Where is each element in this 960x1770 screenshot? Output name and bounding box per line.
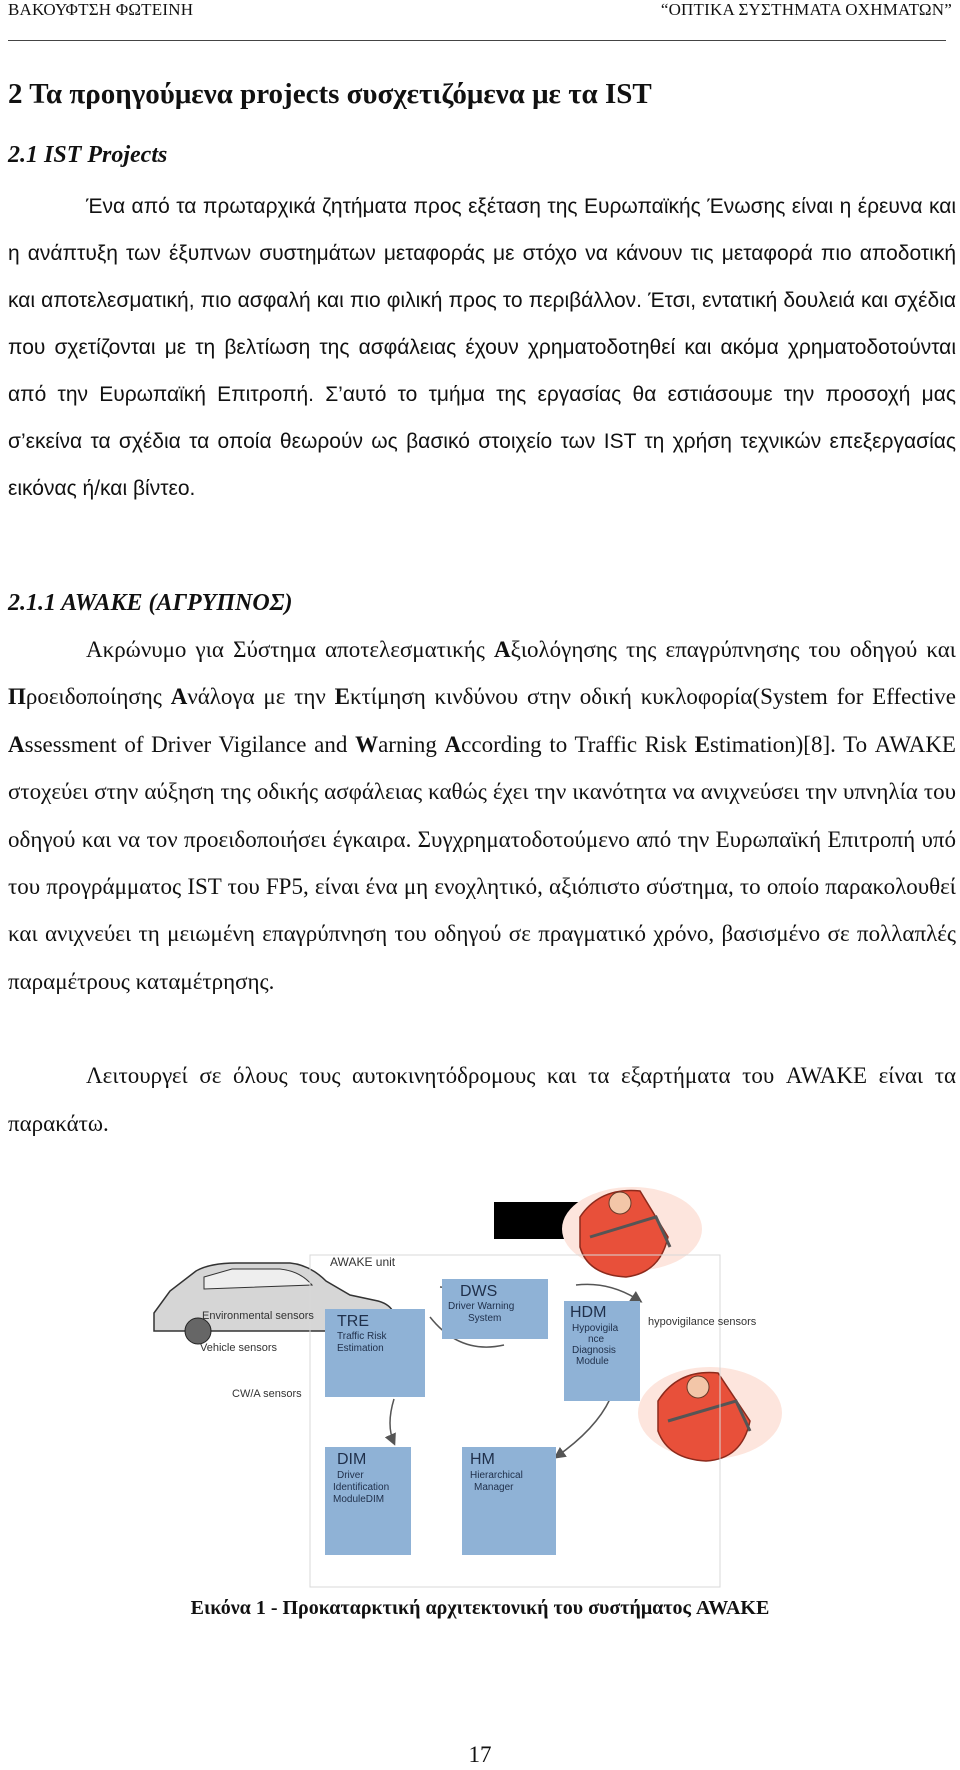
module-hm (462, 1447, 556, 1555)
awake-text-e: ροειδοποίησης (25, 684, 171, 710)
acronym-letter: Ε (334, 684, 350, 710)
intro-paragraph (8, 183, 956, 512)
header-title: “ΟΠΤΙΚΑ ΣΥΣΤΗΜΑΤΑ ΟΧΗΜΑΤΩΝ” (660, 0, 952, 19)
awake-text-k: ssessment of Driver Vigilance and (24, 731, 356, 757)
awake-text-i: κτίμηση κινδύνου στην οδική κυκλοφορία(System for Effective (349, 684, 957, 710)
module-tre (325, 1309, 425, 1397)
awake-text-g: νάλογα με την (187, 684, 335, 710)
driver-icon-small (638, 1367, 782, 1461)
module-hdm (564, 1301, 640, 1401)
sensor-label: Environmental sensors (202, 1310, 314, 1322)
module-line: Driver Warning (448, 1301, 515, 1312)
module-line: System (468, 1313, 502, 1324)
acronym-letter: W (355, 731, 379, 757)
awake-text-q: stimation)[8]. Το AWAKE στοχεύει στην αύξηση της οδικής ασφάλειας καθώς έχει την ικανότητα να ανιχνεύσει την υπνηλία του οδηγού και να τον προειδοποιήσει έγκαιρα. Συγχρηματοδοτούμενο από την Ευρωπαϊκή Επιτροπή υπό του προγράμματος IST του FP5, είναι ένα μη ενοχλητικό, αξιόπιστο σύστημα, το οποίο παρακολουθεί και ανιχνεύει τη μειωμένη επαγρύπνηση του οδηγού σε πραγματικό χρόνο, βασισμένο σε πολλαπλές παραμέτρους καταμέτρησης. (8, 731, 956, 994)
components-text: Λειτουργεί σε όλους τους αυτοκινητόδρομους και τα εξαρτήματα του AWAKE είναι τα παρακάτω. (8, 1063, 956, 1136)
awake-text-a: Ακρώνυμο για Σύστημα αποτελεσματικής (86, 637, 494, 662)
acronym-letter: Α (493, 637, 511, 662)
awake-text-m: arning (378, 731, 445, 757)
intro-text: Ένα από τα πρωταρχικά ζητήματα προς εξέταση της Ευρωπαϊκής Ένωσης είναι η έρευνα και η ανάπτυξη των έξυπνων συστημάτων μεταφοράς με στόχο να κάνουν τις μεταφορά πιο αποδοτική και αποτελεσματική, πιο ασφαλή και πιο φιλική προς το περιβάλλον. Έτσι, εντατική δουλειά και σχέδια που σχετίζονται με τη βελτίωση της ασφάλειας έχουν χρηματοδοτηθεί και ακόμα χρηματοδοτούνται από την Ευρωπαϊκή Επιτροπή. Σ’αυτό το τμήμα της εργασίας θα εστιάσουμε την προσοχή μας σ’εκείνα τα σχέδια τα οποία θεωρούν ως βασικό στοιχείο των IST τη χρήση τεχνικών επεξεργασίας εικόνας ή/και βίντεο. (8, 195, 956, 500)
components-paragraph (8, 1052, 956, 1148)
module-abbr: TRE (337, 1313, 369, 1330)
sensor-label: Vehicle sensors (200, 1342, 278, 1354)
module-line: Driver (337, 1470, 364, 1481)
module-dws (442, 1279, 548, 1339)
figure-caption: Εικόνα 1 - Προκαταρκτική αρχιτεκτονική του συστήματος AWAKE (190, 1597, 770, 1619)
awake-text-c: ξιολόγησης της επαγρύπνησης του οδηγού και (510, 637, 956, 662)
module-line: Estimation (337, 1343, 384, 1354)
section-heading: 2 Τα προηγούμενα projects συσχετιζόμενα με τα IST (8, 78, 652, 110)
module-abbr: DWS (460, 1283, 498, 1300)
module-abbr: DIM (337, 1451, 367, 1468)
awake-heading: 2.1.1 AWAKE (ΑΓΡΥΠΝΟΣ) (8, 590, 293, 616)
header-rule (8, 40, 946, 41)
acronym-letter: Α (170, 684, 188, 710)
acronym-letter: E (694, 731, 711, 757)
awake-paragraph (8, 626, 956, 1005)
header-author: ΒΑΚΟΥΦΤΣΗ ΦΩΤΕΙΝΗ (8, 0, 194, 19)
module-line: nce (588, 1334, 605, 1345)
driver-icon (562, 1187, 702, 1277)
awake-architecture-figure (140, 1185, 960, 1595)
module-abbr: HM (470, 1451, 495, 1468)
module-line: Module (576, 1356, 609, 1367)
page-header (0, 0, 960, 44)
page-number: 17 (468, 1742, 492, 1767)
module-dim (325, 1447, 411, 1555)
awake-unit-label: AWAKE unit (330, 1255, 396, 1269)
awake-text-o: ccording to Traffic Risk (461, 731, 695, 757)
sensor-label: CW/A sensors (232, 1388, 302, 1400)
acronym-letter: A (8, 731, 25, 757)
module-line: Diagnosis (572, 1345, 616, 1356)
acronym-letter: A (444, 731, 462, 757)
acronym-letter: Π (8, 684, 26, 710)
subsection-heading: 2.1 IST Projects (8, 142, 168, 168)
module-line: Identification (333, 1482, 390, 1493)
module-line: Hypovigila (572, 1323, 619, 1334)
hypo-sensor-label: hypovigilance sensors (648, 1316, 757, 1328)
module-line: ModuleDIM (333, 1494, 385, 1505)
module-line: Hierarchical (470, 1470, 523, 1481)
module-abbr: HDM (570, 1304, 607, 1321)
module-line: Manager (474, 1482, 514, 1493)
module-line: Traffic Risk (337, 1331, 387, 1342)
